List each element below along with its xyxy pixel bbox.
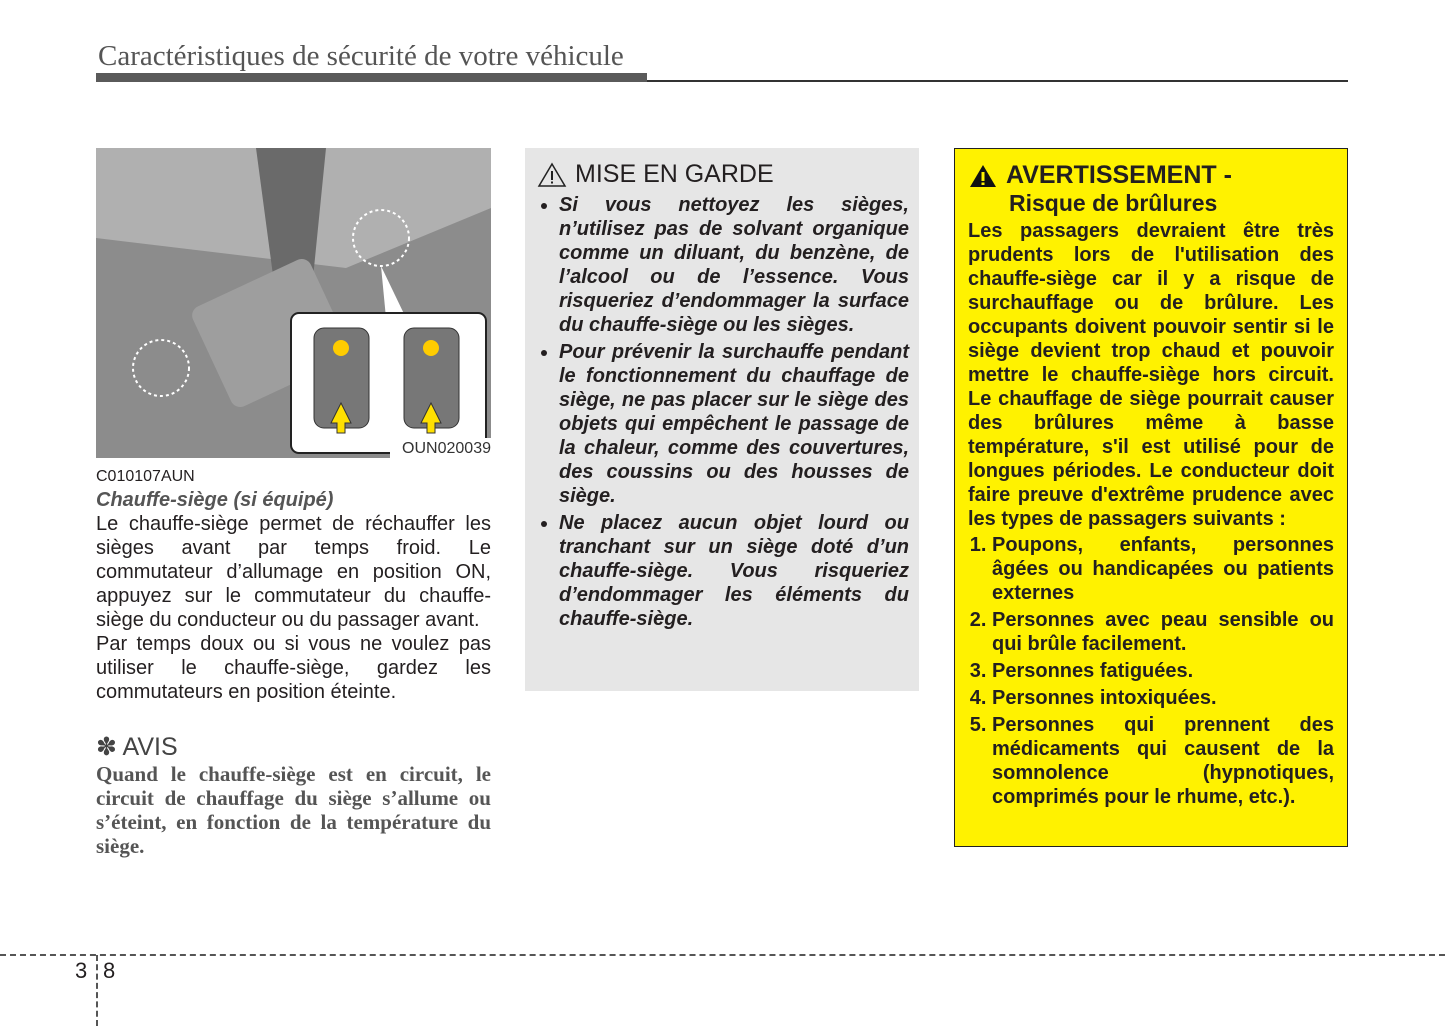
warning-triangle-icon <box>537 162 567 188</box>
warning-title: AVERTISSEMENT - <box>1006 161 1232 189</box>
warning-box <box>954 148 1348 847</box>
header-rule <box>647 80 1348 82</box>
warning-item: 5. Personnes qui prennent des médicaments qui causent de la somnolence (hypnotiques, comprimés pour le rhume, etc.). <box>992 713 1334 809</box>
figure-caption: OUN020039 <box>390 438 491 458</box>
warning-triangle-icon <box>968 163 998 189</box>
warning-subtitle: Risque de brûlures <box>1009 190 1218 216</box>
section-title: Chauffe-siège (si équipé) <box>96 489 334 511</box>
caution-title: MISE EN GARDE <box>575 160 774 188</box>
avis-heading <box>96 732 491 762</box>
page-number: 8 <box>103 958 116 983</box>
left-column <box>96 148 491 858</box>
seat-heater-photo <box>96 148 491 458</box>
footer-divider <box>0 954 1445 956</box>
section-code: C010107AUN <box>96 468 195 485</box>
caution-item: • Pour prévenir la surchauffe pendant le fonctionnement du chauffage de siège, ne pas placer sur le siège des objets qui empêchent le passage de la chaleur, comme des couvertures, des coussins ou des housses de siège. <box>559 340 909 508</box>
asterisk-icon: ✽ <box>96 733 117 761</box>
warning-item: 3. Personnes fatiguées. <box>992 659 1334 683</box>
warning-item: 1. Poupons, enfants, personnes âgées ou handicapées ou patients externes <box>992 533 1334 605</box>
section-number: 3 <box>75 958 88 983</box>
caution-box <box>525 148 919 691</box>
header-bar <box>96 73 647 82</box>
caution-item: • Ne placez aucun objet lourd ou tranchant sur un siège doté d’un chauffe-siège. Vous risqueriez d’endommager les éléments du chauffe-siège. <box>559 511 909 631</box>
warning-text: Les passagers devraient être très prudents lors de l'utilisation des chauffe-siège car il y a risque de surchauffage ou de brûlure. Les occupants doivent pouvoir sentir si le siège devient trop chaud et pouvoir mettre le chauffe-siège hors circuit. Le chauffage de siège pourrait causer des brûlures même à basse température, s'il est utilisé pour de longues périodes. Le conducteur doit faire preuve d'extrême prudence avec les types de passagers suivants : <box>968 220 1334 530</box>
console-illustration <box>96 148 491 458</box>
page-header-title: Caractéristiques de sécurité de votre véhicule <box>98 40 624 72</box>
warning-item: 2. Personnes avec peau sensible ou qui brûle facilement. <box>992 608 1334 656</box>
avis-title: AVIS <box>122 733 178 761</box>
paragraph: Par temps doux ou si vous ne voulez pas utiliser le chauffe-siège, gardez les commutateurs en position éteinte. <box>96 633 491 703</box>
caution-item: • Si vous nettoyez les sièges, n’utilisez pas de solvant organique comme un diluant, du benzène, de l’alcool ou de l’essence. Vous risqueriez d’endommager la surface du chauffe-siège ou les sièges. <box>559 193 909 337</box>
footer-vertical-divider <box>96 955 98 1026</box>
paragraph: Le chauffe-siège permet de réchauffer les sièges avant par temps froid. Le commutateur d’allumage en position ON, appuyez sur le commutateur du chauffe-siège du conducteur ou du passager avant. <box>96 513 491 631</box>
avis-text: Quand le chauffe-siège est en circuit, le circuit de chauffage du siège s’allume ou s’éteint, en fonction de la température du siège. <box>96 762 491 858</box>
warning-item: 4. Personnes intoxiquées. <box>992 686 1334 710</box>
